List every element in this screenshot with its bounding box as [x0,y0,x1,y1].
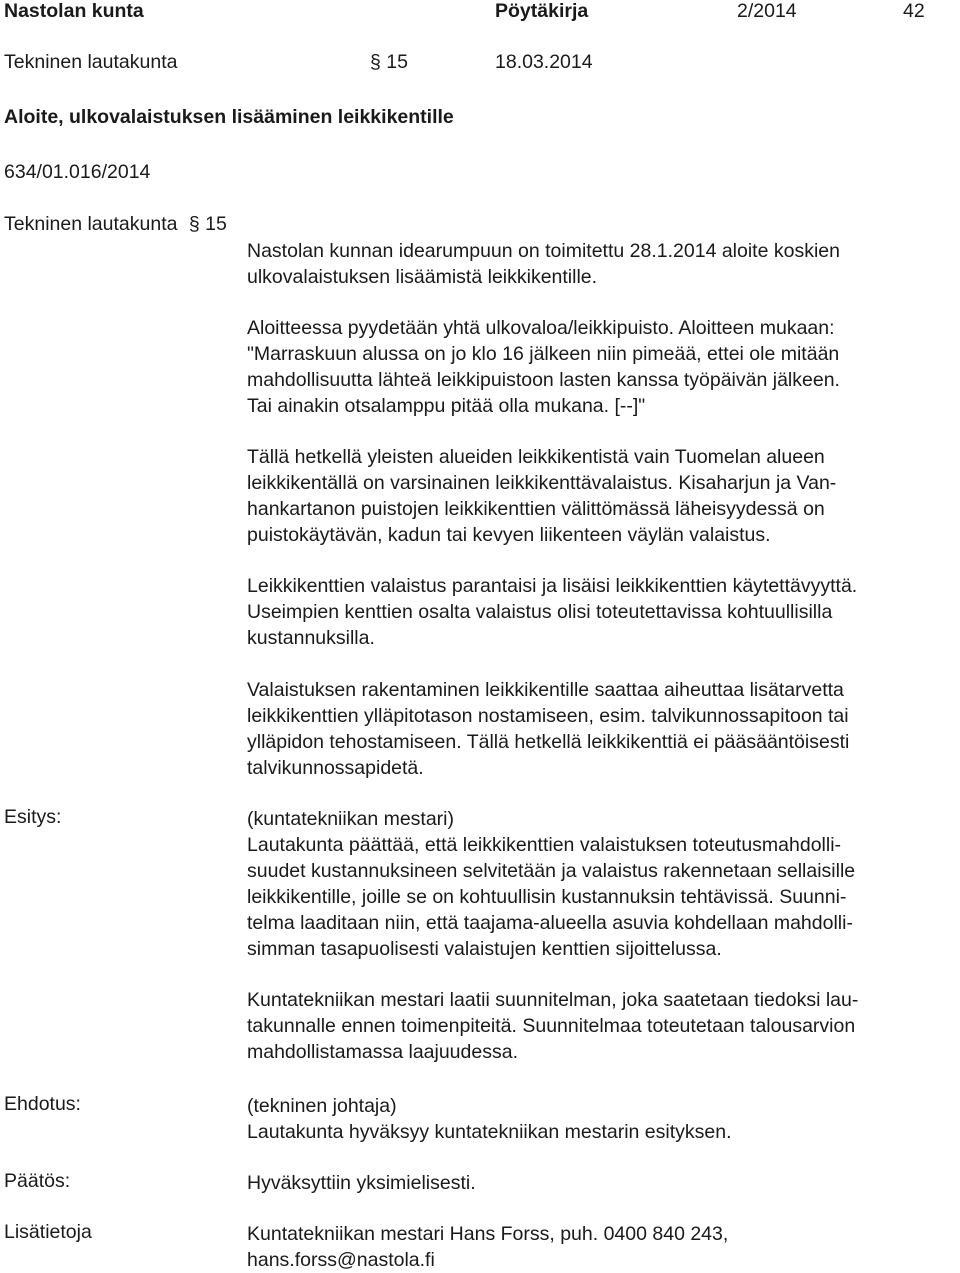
paragraph-line: (kuntatekniikan mestari) [247,808,454,830]
lisatietoja-label: Lisätietoja [4,1221,92,1243]
paragraph-line: Aloitteessa pyydetään yhtä ulkovaloa/leikkipuisto. Aloitteen mukaan: [247,317,835,339]
paragraph-3 [247,444,836,548]
paragraph-line: Nastolan kunnan idearumpuun on toimitettu 28.1.2014 aloite koskien [247,240,840,262]
issue-number: 2/2014 [737,0,797,22]
paragraph-line: hankartanon puistojen leikkikenttien välittömässä läheisyydessä on [247,498,825,520]
paragraph-line: leikkikentille, joille se on kohtuullisin kustannuksin tehtävissä. Suunni- [247,886,847,908]
doc-type: Pöytäkirja [495,0,589,22]
paragraph-4 [247,573,857,651]
body-ref-section: § 15 [188,213,227,235]
paragraph-line: leikkikentällä on varsinainen leikkikenttävalaistus. Kisaharjun ja Van- [247,472,837,494]
contact-email[interactable]: hans.forss@nastola.fi [247,1249,435,1271]
paragraph-line: takunnalle ennen toimenpiteitä. Suunnitelmaa toteutetaan talousarvion [247,1015,856,1037]
body-ref-name: Tekninen lautakunta [4,213,178,235]
paragraph-line: simman tasapuolisesti valaistujen kenttien sijoittelussa. [247,938,722,960]
paragraph-5 [247,677,849,781]
paragraph-line: suudet kustannuksineen selvitetään ja valaistus rakennetaan sellaisille [247,860,856,882]
paatos-label: Päätös: [4,1170,71,1192]
paragraph-line: talvikunnossapidetä. [247,757,424,779]
paragraph-line: leikkikenttien ylläpitotason nostamiseen, esim. talvikunnossapitoon tai [247,705,849,727]
page-title: Aloite, ulkovalaistuksen lisääminen leikkikentille [4,106,454,128]
paragraph-line: Valaistuksen rakentaminen leikkikentille saattaa aiheuttaa lisätarvetta [247,679,844,701]
paragraph-line: Kuntatekniikan mestari laatii suunnitelman, joka saatetaan tiedoksi lau- [247,989,859,1011]
committee-name: Tekninen lautakunta [4,51,178,73]
paragraph-line: kustannuksilla. [247,627,375,649]
paragraph-line: puistokäytävän, kadun tai kevyen liikenteen väylän valaistus. [247,524,771,546]
paragraph-line: (tekninen johtaja) [247,1095,397,1117]
org-name: Nastolan kunta [4,0,144,22]
paragraph-line: Leikkikenttien valaistus parantaisi ja lisäisi leikkikenttien käytettävyyttä. [247,575,858,597]
paragraph-line: Tai ainakin otsalamppu pitää olla mukana. [--]" [247,395,646,417]
paragraph-1 [247,238,840,290]
case-number: 634/01.016/2014 [4,161,151,183]
paragraph-line: Lautakunta päättää, että leikkikenttien valaistuksen toteutusmahdolli- [247,834,842,856]
esitys-text-2 [247,987,858,1065]
lisatietoja-text [247,1221,728,1273]
paragraph-line: Lautakunta hyväksyy kuntatekniikan mestarin esityksen. [247,1121,732,1143]
meeting-date: 18.03.2014 [495,51,593,73]
section-number: § 15 [370,51,408,73]
paragraph-line: Useimpien kenttien osalta valaistus olisi toteutettavissa kohtuullisilla [247,601,833,623]
paragraph-line: ylläpidon tehostamiseen. Tällä hetkellä leikkikenttiä ei pääsääntöisesti [247,731,850,753]
paragraph-2 [247,315,840,419]
paatos-text: Hyväksyttiin yksimielisesti. [247,1172,476,1194]
ehdotus-label: Ehdotus: [4,1093,81,1115]
ehdotus-text [247,1093,732,1145]
paragraph-line: mahdollistamassa laajuudessa. [247,1041,518,1063]
paragraph-line: ulkovalaistuksen lisäämistä leikkikentille. [247,266,598,288]
esitys-label: Esitys: [4,806,62,828]
paragraph-line: mahdollisuutta lähteä leikkipuistoon lasten kanssa työpäivän jälkeen. [247,369,840,391]
paragraph-line: "Marraskuun alussa on jo klo 16 jälkeen niin pimeää, ettei ole mitään [247,343,840,365]
contact-line: Kuntatekniikan mestari Hans Forss, puh. 0400 840 243, [247,1223,729,1245]
esitys-text [247,806,855,962]
paragraph-line: telma laaditaan niin, että taajama-alueella asuvia kohdellaan mahdolli- [247,912,853,934]
page-number: 42 [903,0,925,22]
body-ref [4,213,227,236]
paragraph-line: Tällä hetkellä yleisten alueiden leikkikentistä vain Tuomelan alueen [247,446,825,468]
